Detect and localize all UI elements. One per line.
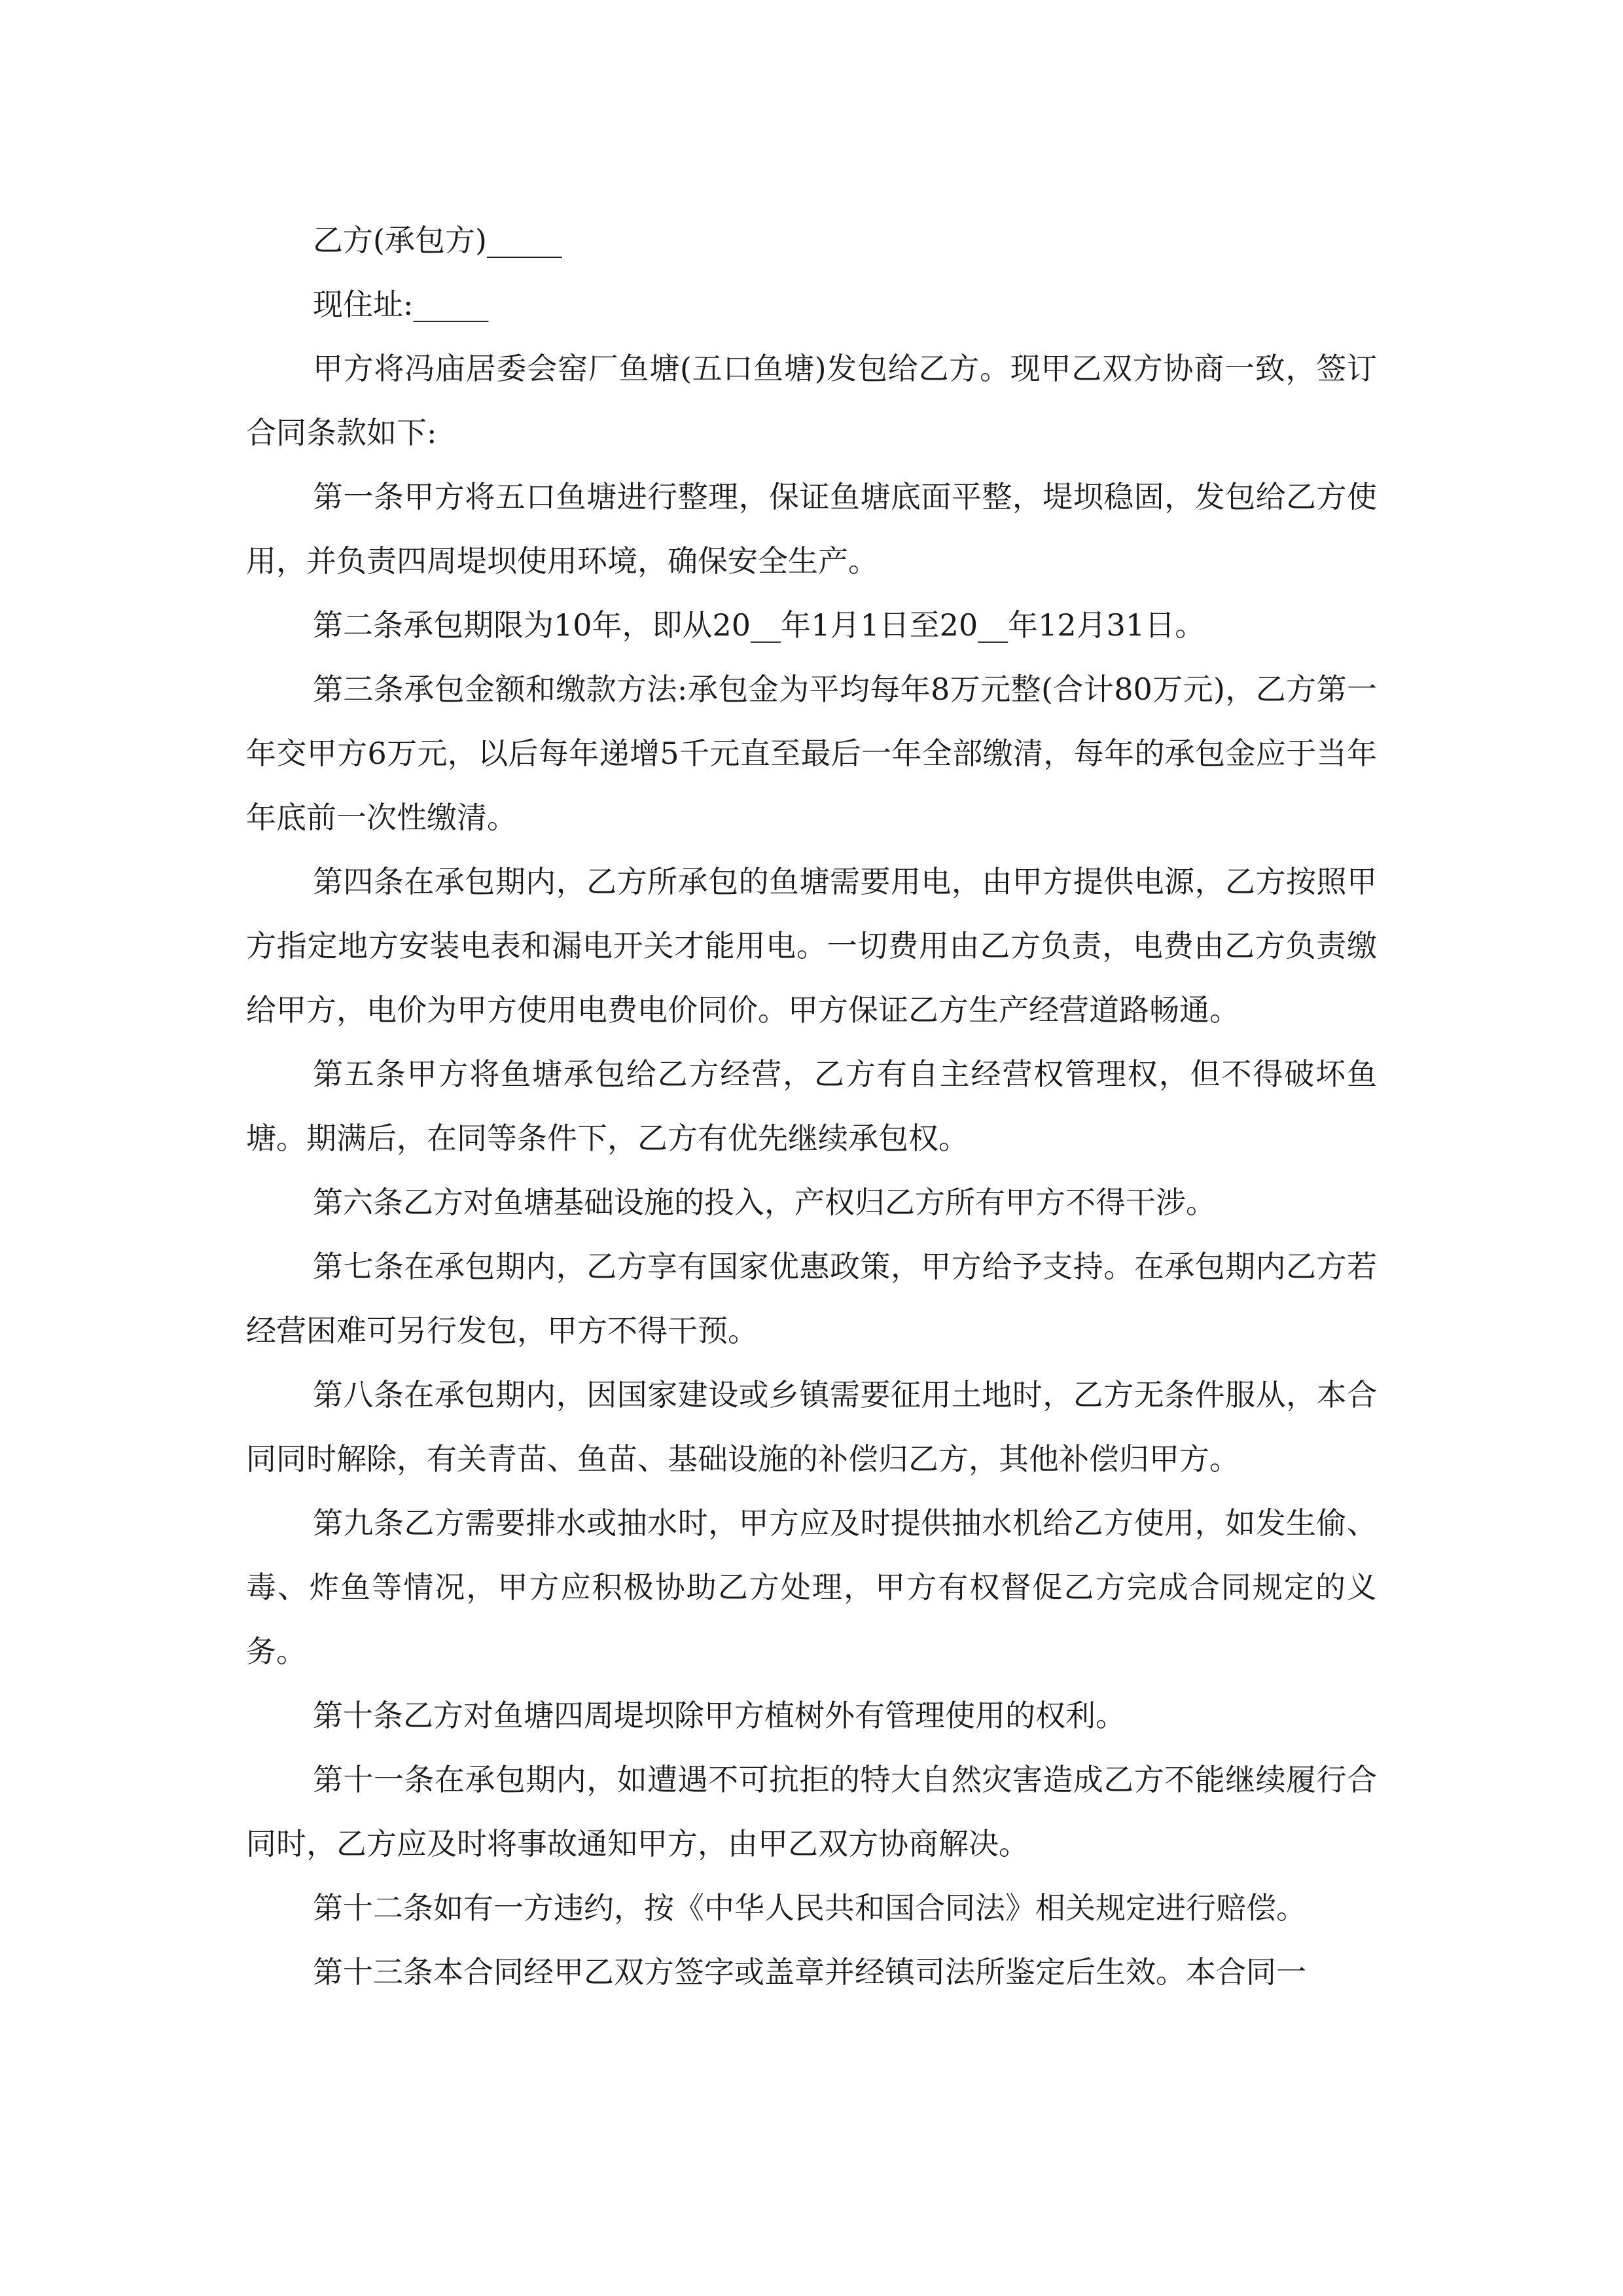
clause-11: 第十一条在承包期内，如遭遇不可抗拒的特大自然灾害造成乙方不能继续履行合同时，乙方应及时将事故通知甲方，由甲乙双方协商解决。 [246,1762,1377,1861]
document-body [246,208,1377,2004]
address-line: 现住址:_____ [313,287,489,322]
clause-4: 第四条在承包期内，乙方所承包的鱼塘需要用电，由甲方提供电源，乙方按照甲方指定地方安装电表和漏电开关才能用电。一切费用由乙方负责，电费由乙方负责缴给甲方，电价为甲方使用电费电价同价。甲方保证乙方生产经营道路畅通。 [246,864,1377,1028]
clause-1: 第一条甲方将五口鱼塘进行整理，保证鱼塘底面平整，堤坝稳固，发包给乙方使用，并负责四周堤坝使用环境，确保安全生产。 [246,479,1377,579]
party-b-line: 乙方(承包方)_____ [313,223,562,258]
clause-2: 第二条承包期限为10年，即从20__年1月1日至20__年12月31日。 [313,607,1205,643]
clause-6: 第六条乙方对鱼塘基础设施的投入，产权归乙方所有甲方不得干涉。 [313,1185,1216,1220]
clause-9: 第九条乙方需要排水或抽水时，甲方应及时提供抽水机给乙方使用，如发生偷、毒、炸鱼等情况，甲方应积极协助乙方处理，甲方有权督促乙方完成合同规定的义务。 [246,1505,1377,1669]
clause-12: 第十二条如有一方违约，按《中华人民共和国合同法》相关规定进行赔偿。 [313,1890,1306,1926]
clause-7: 第七条在承包期内，乙方享有国家优惠政策，甲方给予支持。在承包期内乙方若经营困难可另行发包，甲方不得干预。 [246,1249,1377,1348]
clause-5: 第五条甲方将鱼塘承包给乙方经营，乙方有自主经营权管理权，但不得破坏鱼塘。期满后，在同等条件下，乙方有优先继续承包权。 [246,1056,1377,1156]
clause-10: 第十条乙方对鱼塘四周堤坝除甲方植树外有管理使用的权利。 [313,1698,1126,1733]
intro-paragraph: 甲方将冯庙居委会窑厂鱼塘(五口鱼塘)发包给乙方。现甲乙双方协商一致，签订合同条款如下: [246,351,1377,450]
clause-3: 第三条承包金额和缴款方法:承包金为平均每年8万元整(合计80万元)，乙方第一年交甲方6万元，以后每年递增5千元直至最后一年全部缴清，每年的承包金应于当年年底前一次性缴清。 [246,672,1377,835]
clause-8: 第八条在承包期内，因国家建设或乡镇需要征用土地时，乙方无条件服从，本合同同时解除，有关青苗、鱼苗、基础设施的补偿归乙方，其他补偿归甲方。 [246,1377,1377,1477]
clause-13: 第十三条本合同经甲乙双方签字或盖章并经镇司法所鉴定后生效。本合同一 [313,1954,1306,1990]
